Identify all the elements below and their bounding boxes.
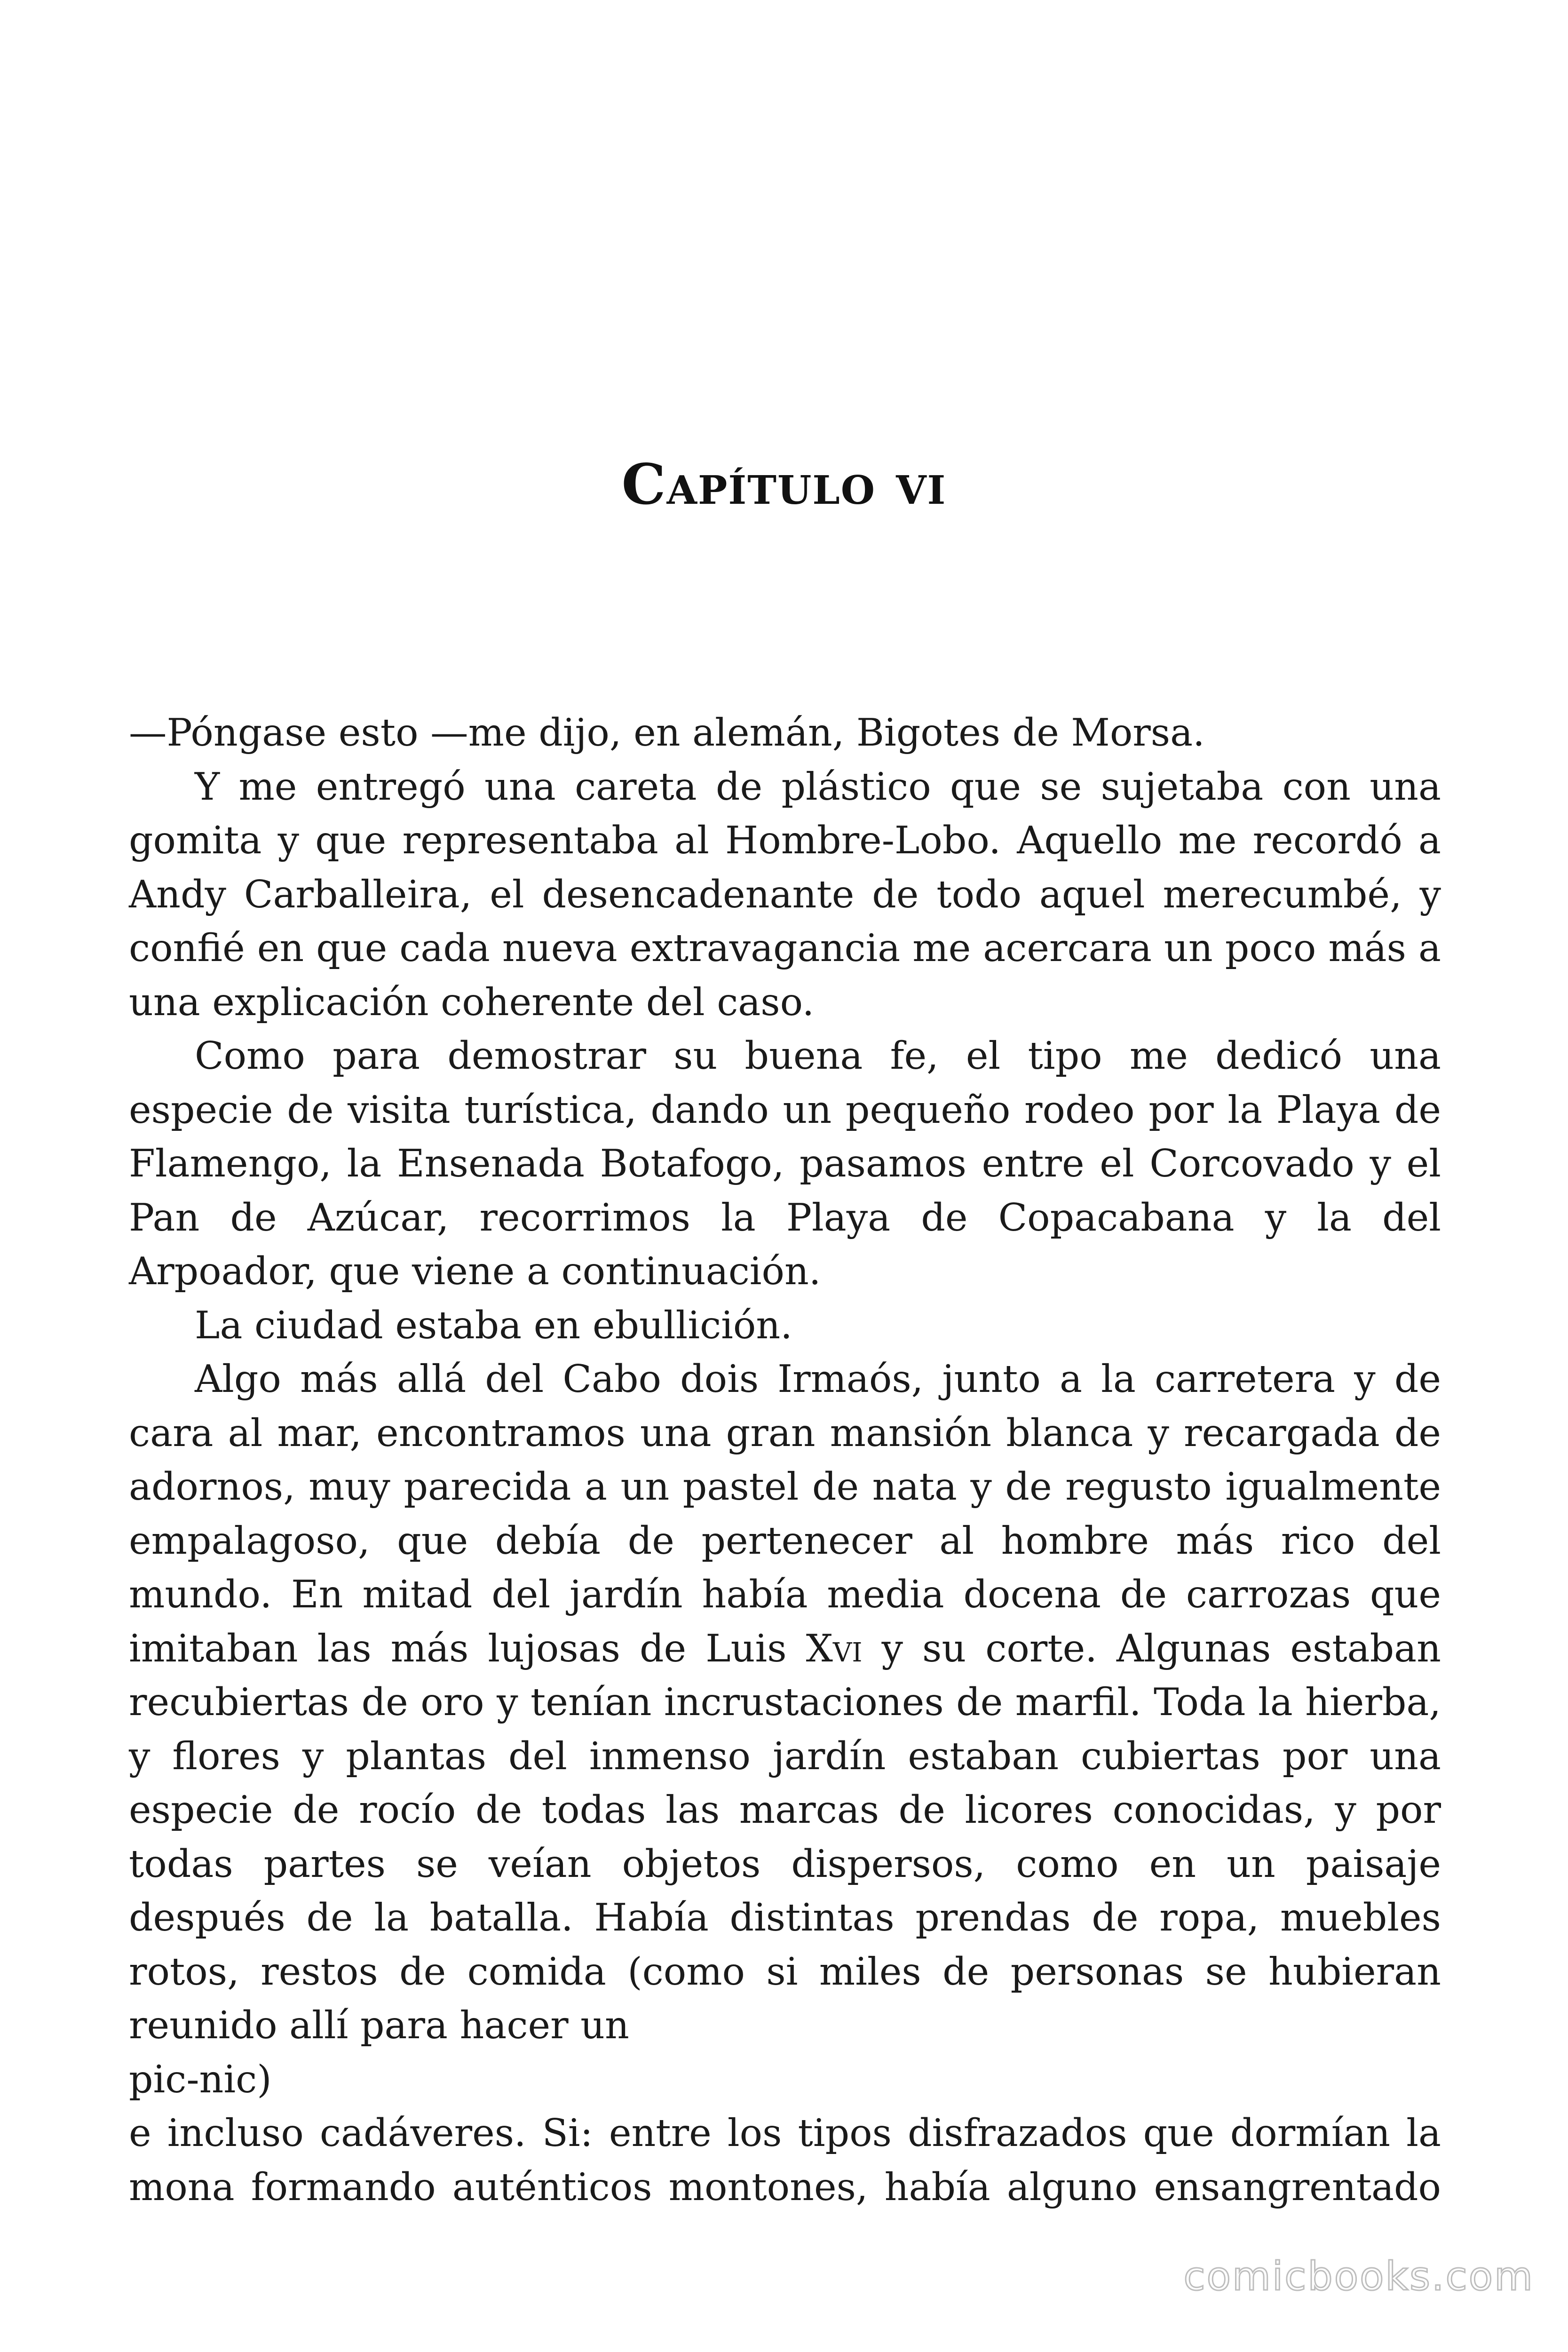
paragraph-6: pic-nic) — [129, 2057, 272, 2101]
paragraph-2: Y me entregó una careta de plástico que se sujetaba con una gomita y que representaba al Hombre-Lobo. Aquello me recordó a Andy Carballeira, el desencadenante de todo aquel merecumbé, y confié en que cada nueva extravagancia me acercara un poco más a una explicación coherente del caso. — [129, 764, 1441, 1024]
paragraph-7: e incluso cadáveres. Si: entre los tipos disfrazados que dormían la mona formando auténticos montones, había alguno ensangrentado — [129, 2111, 1441, 2209]
paragraph-5 — [129, 1352, 1441, 2052]
paragraph-5-part-1: Algo más allá del Cabo dois Irmaós, junto a la carretera y de cara al mar, encontramos una gran mansión blanca y recargada de adornos, muy parecida a un pastel de nata y de regusto igualmente empalagoso, que debía de pertenecer al hombre más rico del mundo. En mitad del jardín había media docena de carrozas que imitaban las más lujosas de Luis — [129, 1357, 1441, 1670]
paragraph-3: Como para demostrar su buena fe, el tipo me dedicó una especie de visita turística, dando un pequeño rodeo por la Playa de Flamengo, la Ensenada Botafogo, pasamos entre el Corcovado y el Pan de Azúcar, recorrimos la Playa de Copacabana y la del Arpoador, que viene a continuación. — [129, 1033, 1441, 1293]
paragraph-1: —Póngase esto —me dijo, en alemán, Bigotes de Morsa. — [129, 710, 1205, 755]
chapter-title: Capítulo vi — [621, 452, 947, 517]
roman-numeral: Xvi — [806, 1626, 863, 1670]
paragraph-5-part-2: y su corte. Algunas estaban recubiertas de oro y tenían incrustaciones de marfil. Toda la hierba, y flores y plantas del inmenso jardín estaban cubiertas por una especie de rocío de todas las marcas de licores conocidas, y por todas partes se veían objetos dispersos, como en un paisaje después de la batalla. Había distintas prendas de ropa, muebles rotos, restos de comida (como si miles de personas se hubieran reunido allí para hacer un — [129, 1626, 1441, 2047]
body-text — [129, 706, 1441, 2214]
watermark-logo: comicbooks.com — [1183, 2253, 1534, 2299]
paragraph-4: La ciudad estaba en ebullición. — [195, 1303, 792, 1347]
